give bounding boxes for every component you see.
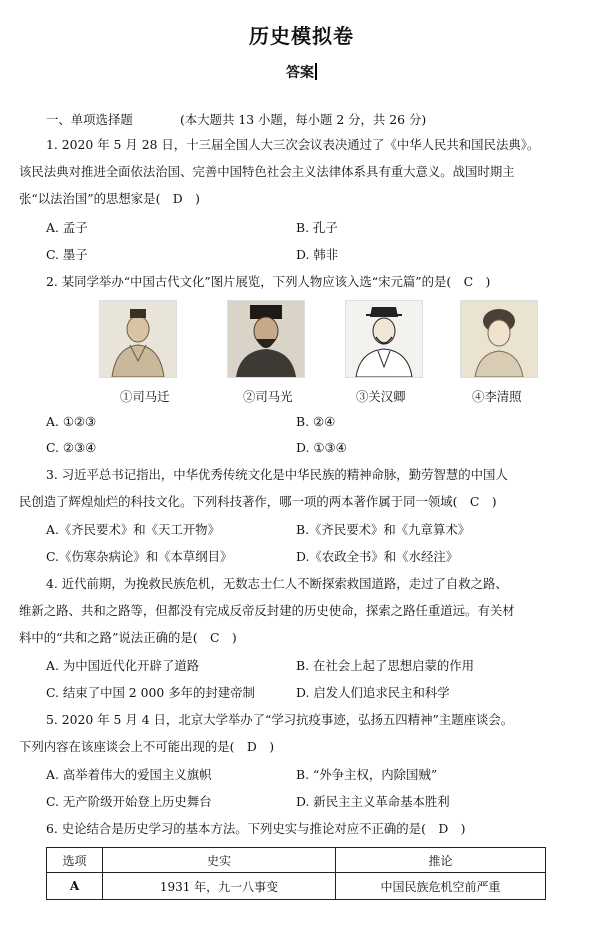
q3-line2: 民创造了辉煌灿烂的科技文化。下列科技著作，哪一项的两本著作属于同一领域( C ) <box>19 494 497 509</box>
q3-option-a: A.《齐民要术》和《天工开物》 <box>46 522 220 537</box>
q4-option-c: C. 结束了中国 2 000 多年的封建帝制 <box>46 685 255 700</box>
q1-option-d: D. 韩非 <box>296 247 339 262</box>
subtitle-text: 答案 <box>286 65 314 81</box>
page-subtitle <box>0 62 603 82</box>
q6-line1: 6. 史论结合是历史学习的基本方法。下列史实与推论对应不正确的是( D ) <box>46 821 466 836</box>
q3-line1: 3. 习近平总书记指出，中华优秀传统文化是中华民族的精神命脉，勤劳智慧的中国人 <box>46 467 508 482</box>
q4-line3: 料中的“共和之路”说法正确的是( C ) <box>19 630 237 645</box>
q1-option-a: A. 孟子 <box>46 220 88 235</box>
table-row <box>47 873 546 900</box>
q5-option-c: C. 无产阶级开始登上历史舞台 <box>46 794 212 809</box>
q1-option-b: B. 孔子 <box>296 220 338 235</box>
portrait-caption-2: ②司马光 <box>243 389 293 404</box>
table-header-inference: 推论 <box>336 848 546 873</box>
q5-line1: 5. 2020 年 5 月 4 日，北京大学举办了“学习抗疫事迹，弘扬五四精神”主题座谈会。 <box>46 712 514 727</box>
q1-line1: 1. 2020 年 5 月 28 日，十三届全国人大三次会议表决通过了《中华人民共和国民法典》。 <box>46 137 540 152</box>
portrait-image-3 <box>345 300 423 378</box>
q2-option-d: D. ①③④ <box>296 440 347 455</box>
q5-option-a: A. 高举着伟大的爱国主义旗帜 <box>46 767 212 782</box>
q4-option-a: A. 为中国近代化开辟了道路 <box>46 658 200 673</box>
q2-line1: 2. 某同学举办“中国古代文化”图片展览，下列人物应该入选“宋元篇”的是( C ) <box>46 274 491 289</box>
table-cell-fact: 1931 年，九一八事变 <box>103 873 336 900</box>
portrait-image-2 <box>227 300 305 378</box>
q5-option-d: D. 新民主主义革命基本胜利 <box>296 794 450 809</box>
text-cursor <box>315 63 317 80</box>
table-cell-option: A <box>47 873 103 900</box>
page-title: 历史模拟卷 <box>249 24 354 48</box>
portrait-caption-3: ③关汉卿 <box>356 389 406 404</box>
q1-line2: 该民法典对推进全面依法治国、完善中国特色社会主义法律体系具有重大意义。战国时期主 <box>19 164 515 179</box>
portrait-caption-1: ①司马迁 <box>120 389 170 404</box>
q5-line2: 下列内容在该座谈会上不可能出现的是( D ) <box>19 739 275 754</box>
q1-option-c: C. 墨子 <box>46 247 88 262</box>
q4-option-b: B. 在社会上起了思想启蒙的作用 <box>296 658 475 673</box>
q3-option-d: D.《农政全书》和《水经注》 <box>296 549 459 564</box>
table-cell-inference: 中国民族危机空前严重 <box>336 873 546 900</box>
table-header-fact: 史实 <box>103 848 336 873</box>
portrait-image-4 <box>460 300 538 378</box>
q2-option-b: B. ②④ <box>296 414 336 429</box>
table-header-row <box>47 848 546 873</box>
q2-option-a: A. ①②③ <box>46 414 97 429</box>
portrait-image-1 <box>99 300 177 378</box>
section-heading: 一、单项选择题 <box>46 112 133 127</box>
table-header-option: 选项 <box>47 848 103 873</box>
q4-line1: 4. 近代前期，为挽救民族危机，无数志士仁人不断探索救国道路，走过了自救之路、 <box>46 576 508 591</box>
q4-option-d: D. 启发人们追求民主和科学 <box>296 685 450 700</box>
q1-line3: 张“以法治国”的思想家是( D ) <box>19 191 200 206</box>
q3-option-c: C.《伤寒杂病论》和《本草纲目》 <box>46 549 233 564</box>
q2-option-c: C. ②③④ <box>46 440 97 455</box>
portrait-caption-4: ④李清照 <box>472 389 522 404</box>
q6-table <box>46 847 546 900</box>
section-note: (本大题共 13 小题，每小题 2 分，共 26 分) <box>180 112 427 127</box>
q5-option-b: B. “外争主权，内除国贼” <box>296 767 438 782</box>
q3-option-b: B.《齐民要术》和《九章算术》 <box>296 522 471 537</box>
q4-line2: 维新之路、共和之路等，但都没有完成反帝反封建的历史使命，探索之路任重道远。有关材 <box>19 603 515 618</box>
